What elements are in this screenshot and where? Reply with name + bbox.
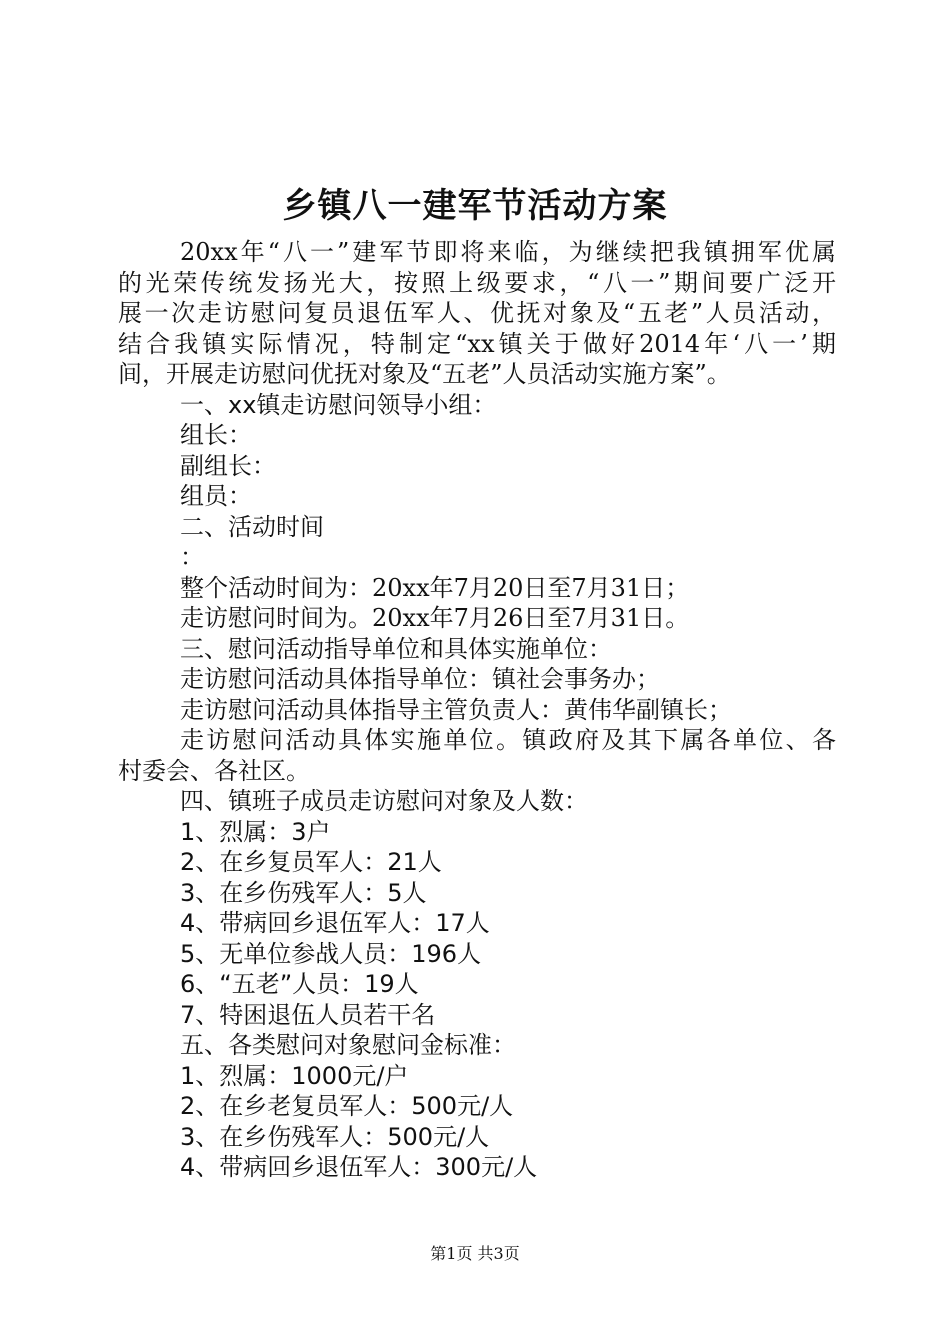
section3-item-guide-leader: 走访慰问活动具体指导主管负责人：黄伟华副镇长；	[180, 695, 732, 724]
section1-heading: 一、xx镇走访慰问领导小组：	[180, 390, 497, 419]
section4-item-2: 2、在乡复员军人：21人	[180, 848, 442, 876]
section4-item-4: 4、带病回乡退伍军人：17人	[180, 909, 490, 937]
document-title: 乡镇八一建军节活动方案	[282, 186, 668, 226]
section2-colon: ：	[180, 543, 204, 571]
intro-line-5: 间，开展走访慰问优抚对象及“五老”人员活动实施方案”。	[118, 360, 731, 388]
intro-line-3: 展一次走访慰问复员退伍军人、优抚对象及“五老”人员活动，	[118, 299, 836, 327]
section5-item-4: 4、带病回乡退伍军人：300元/人	[180, 1153, 538, 1181]
intro-line-4: 结合我镇实际情况，特制定“xx镇关于做好2014年‘八一’期	[118, 329, 836, 358]
section4-heading: 四、镇班子成员走访慰问对象及人数：	[180, 787, 588, 815]
section1-item-leader: 组长：	[180, 421, 252, 449]
document-body	[118, 237, 836, 1183]
intro-line-1: 20xx年“八一”建军节即将来临，为继续把我镇拥军优属	[180, 238, 836, 266]
section4-item-3: 3、在乡伤残军人：5人	[180, 878, 427, 907]
section4-item-5: 5、无单位参战人员：196人	[180, 939, 482, 968]
section4-item-6: 6、“五老”人员：19人	[180, 970, 419, 998]
section2-heading: 二、活动时间	[180, 512, 324, 541]
page-footer: 第1页 共3页	[430, 1244, 520, 1263]
section5-item-1: 1、烈属：1000元/户	[180, 1061, 409, 1090]
section1-item-members: 组员：	[180, 482, 252, 510]
section3-item-impl-line2: 村委会、各社区。	[118, 756, 310, 785]
section4-item-7: 7、特困退伍人员若干名	[180, 1000, 436, 1029]
section4-item-1: 1、烈属：3户	[180, 817, 331, 846]
section5-item-2: 2、在乡老复员军人：500元/人	[180, 1092, 514, 1120]
section3-item-guide-unit: 走访慰问活动具体指导单位：镇社会事务办；	[180, 665, 660, 693]
section1-item-deputy: 副组长：	[180, 451, 276, 480]
section3-item-impl-line1: 走访慰问活动具体实施单位。镇政府及其下属各单位、各	[180, 726, 836, 754]
section5-item-3: 3、在乡伤残军人：500元/人	[180, 1122, 490, 1151]
intro-line-2: 的光荣传统发扬光大，按照上级要求，“八一”期间要广泛开	[118, 268, 836, 297]
section3-heading: 三、慰问活动指导单位和具体实施单位：	[180, 634, 612, 663]
section5-heading: 五、各类慰问对象慰问金标准：	[180, 1031, 516, 1059]
section2-item-overall: 整个活动时间为：20xx年7月20日至7月31日；	[180, 573, 690, 602]
section2-item-visit: 走访慰问时间为。20xx年7月26日至7月31日。	[180, 604, 690, 632]
